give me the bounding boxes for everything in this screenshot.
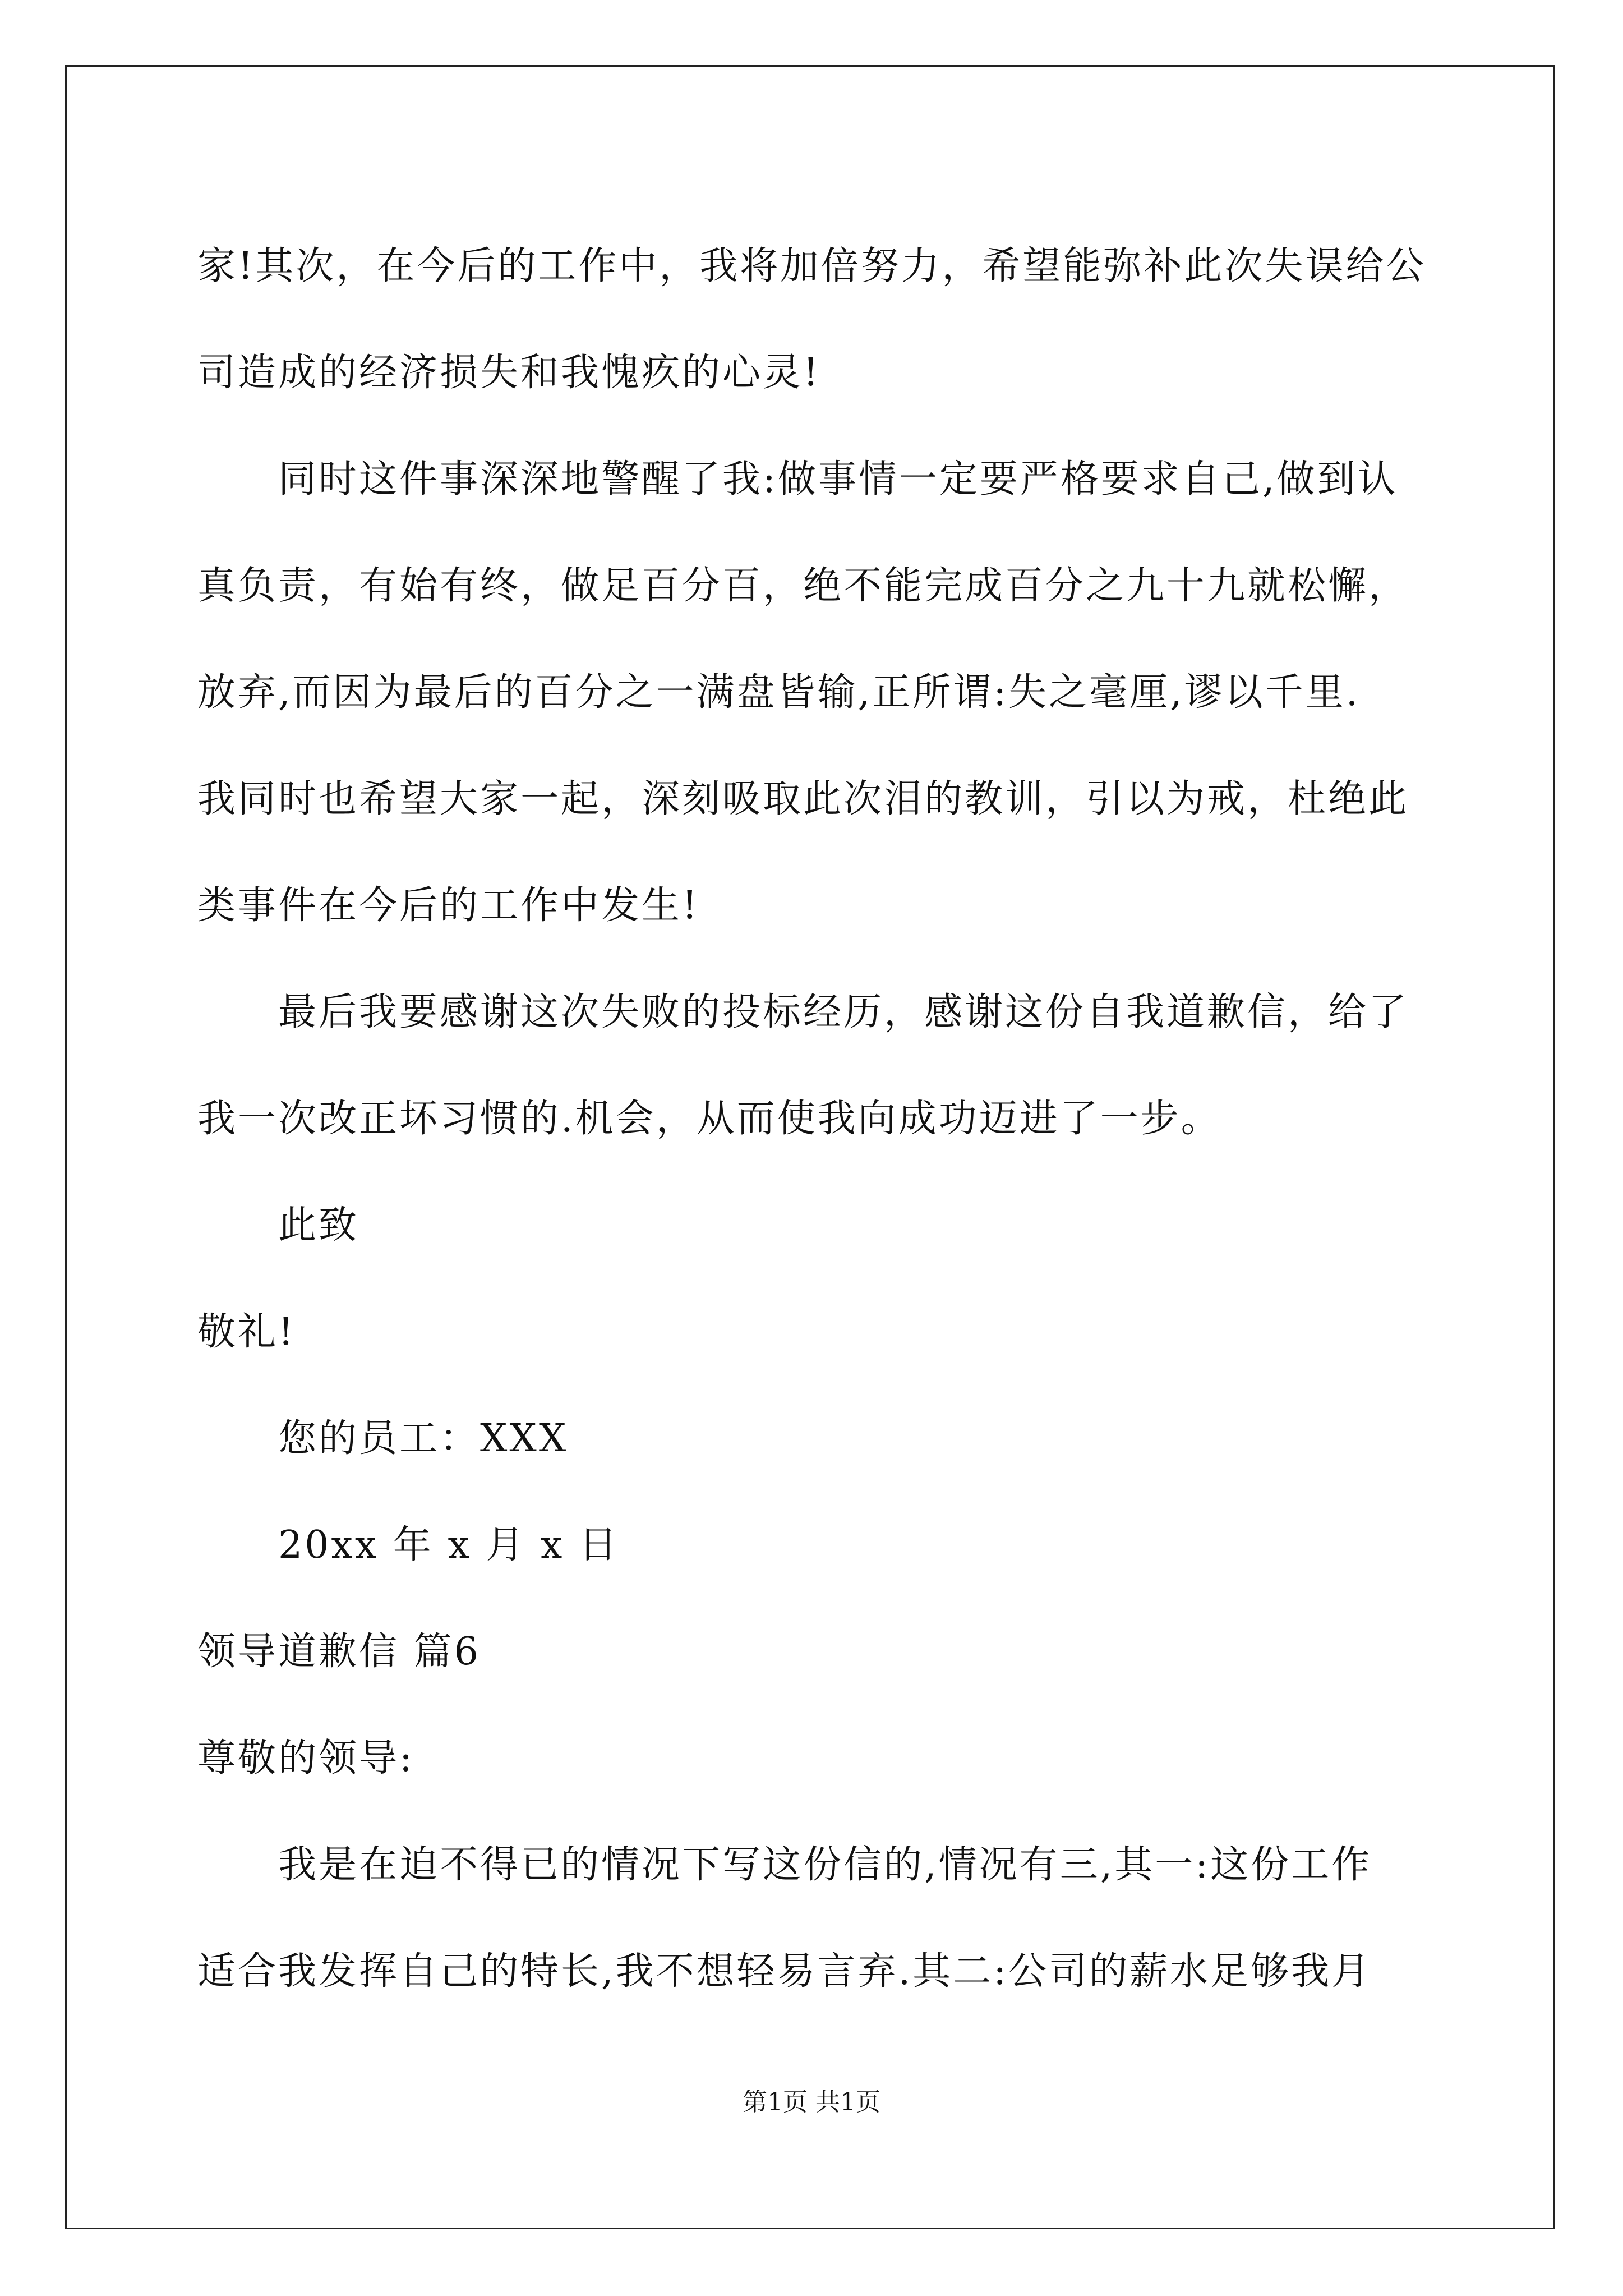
document-body [197, 213, 1431, 2025]
text-line: 适合我发挥自己的特长,我不想轻易言弃.其二:公司的薪水足够我月 [197, 1949, 1372, 1994]
text-line: 我同时也希望大家一起，深刻吸取此次泪的教训，引以为戒，杜绝此 [197, 777, 1409, 821]
text-line: 类事件在今后的工作中发生! [197, 884, 700, 928]
text-line: 放弃,而因为最后的百分之一满盘皆输,正所谓:失之毫厘,谬以千里. [197, 670, 1361, 715]
text-line: 司造成的经济损失和我愧疚的心灵! [197, 351, 821, 395]
closing-regards: 敬礼! [197, 1310, 296, 1354]
letter-greeting: 尊敬的领导: [197, 1736, 414, 1780]
closing-salutation: 此致 [278, 1203, 359, 1248]
text-line: 真负责，有始有终，做足百分百，绝不能完成百分之九十九就松懈， [197, 564, 1409, 608]
section-heading: 领导道歉信 篇6 [197, 1630, 481, 1674]
text-line: 最后我要感谢这次失败的投标经历，感谢这份自我道歉信，给了 [278, 990, 1409, 1034]
text-line: 我一次改正坏习惯的.机会，从而使我向成功迈进了一步。 [197, 1097, 1221, 1141]
signature-line: 您的员工：XXX [278, 1416, 569, 1461]
date-line: 20xx 年 x 月 x 日 [278, 1523, 620, 1567]
page-number-footer: 第1页 共1页 [743, 2088, 880, 2116]
text-line: 同时这件事深深地警醒了我:做事情一定要严格要求自己,做到认 [278, 457, 1398, 501]
text-line: 我是在迫不得已的情况下写这份信的,情况有三,其一:这份工作 [278, 1843, 1372, 1887]
text-line: 家!其次，在今后的工作中，我将加倍努力，希望能弥补此次失误给公 [197, 244, 1427, 288]
